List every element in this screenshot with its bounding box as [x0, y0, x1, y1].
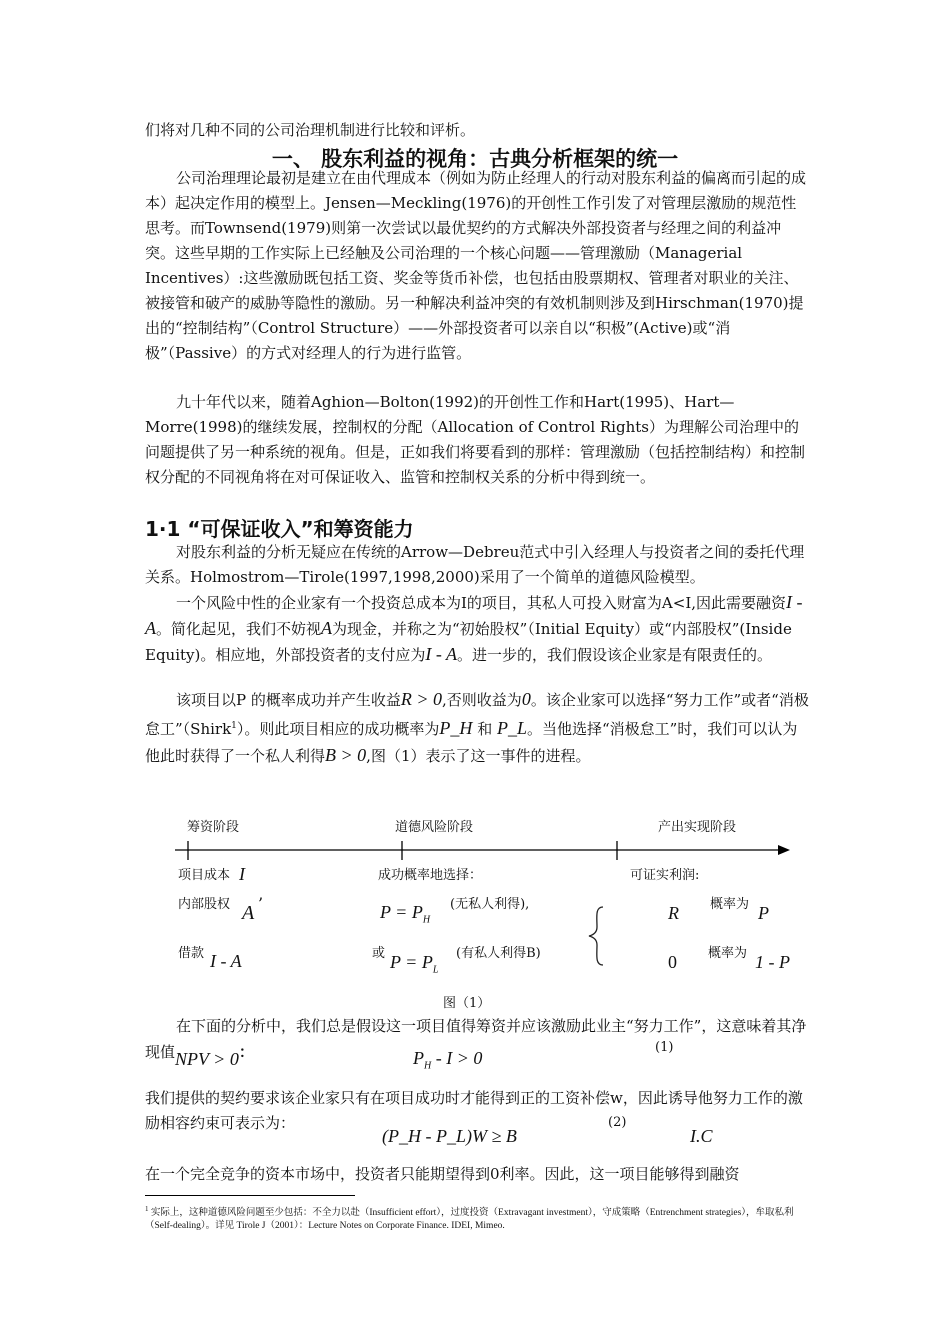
fig-math: R	[668, 903, 679, 923]
brace-icon	[585, 905, 611, 967]
fig-math: I	[239, 864, 245, 884]
ic-label: I.C	[690, 1126, 713, 1146]
equation-number: (1)	[655, 1040, 674, 1055]
fig-text: 借款	[178, 946, 205, 961]
fig-text: 概率为	[710, 897, 750, 912]
fig-math: P	[758, 903, 769, 923]
section-title: 一、 股东利益的视角：古典分析框架的统一	[271, 147, 679, 171]
intro-line: 们将对几种不同的公司治理机制进行比较和评析。	[145, 121, 476, 139]
fig-math: I - A	[210, 951, 242, 971]
paragraph-4: 一个风险中性的企业家有一个投资总成本为I的项目，其私人可投入财富为A<I,因此需要融资I - A。简化起见，我们不妨视A为现金，并称之为“初始股权”（Initial Equity）或“内部股权”(Inside Equity)。相应地，外部投资者的支付应为I - A。进一步的，我们假设该企业家是有限责任的。	[145, 592, 803, 664]
footnote-rule	[145, 1195, 355, 1196]
figure-caption: 图（1）	[443, 996, 491, 1011]
fig-text: 或	[372, 946, 386, 961]
equation-1: $P_H - I > 0$	[413, 1048, 483, 1072]
paragraph-8: 在一个完全竞争的资本市场中，投资者只能期望得到0利率。因此，这一项目能够得到融资	[145, 1165, 740, 1183]
stage-label: 道德风险阶段	[395, 820, 474, 835]
paragraph-5: 该项目以P 的概率成功并产生收益R > 0,否则收益为0。该企业家可以选择“努力工作”或者“消极怠工”（Shirk$^1$）。则此项目相应的成功概率为P_H 和 P_L。当他选择“消极怠工”时，我们可以认为他此时获得了一个私人利得B > 0,图（1）表示了这一事件的进程。	[145, 689, 809, 765]
stage-label: 产出实现阶段	[658, 820, 737, 835]
equation-number: (2)	[608, 1115, 627, 1130]
fig-text: 概率为	[708, 946, 748, 961]
fig-math: $P = P_L$	[390, 952, 439, 976]
stage-label: 筹资阶段	[187, 820, 240, 835]
paragraph-6: 在下面的分析中，我们总是假设这一项目值得筹资并应该激励此业主“努力工作”，这意味着其净现值NPV > 0：	[145, 1017, 807, 1069]
fig-text: 项目成本	[178, 868, 231, 883]
paragraph-2: 九十年代以来，随着Aghion—Bolton(1992)的开创性工作和Hart(1995)、Hart—Morre(1998)的继续发展，控制权的分配（Allocation of Control Rights）为理解公司治理中的问题提供了另一种系统的视角。但是，正如我们将要看到的那样：管理激励（包括控制结构）和控制权分配的不同视角将在对可保证收入、监管和控制权关系的分析中得到统一。	[145, 393, 806, 486]
paragraph-3: 对股东利益的分析无疑应在传统的Arrow—Debreu范式中引入经理人与投资者之间的委托代理关系。Holmostrom—Tirole(1997,1998,2000)采用了一个简单的道德风险模型。	[145, 543, 805, 586]
fig-text: 可证实利润:	[630, 868, 700, 883]
fig-text: (有私人利得B)	[456, 946, 541, 961]
footnote: $^1$ 实际上，这种道德风险问题至少包括：不全力以赴（Insufficient effort），过度投资（Extravagant investment），守成策略（Entrenchment strategies），牟取私利（Self-dealing）。详见 Tirole J（2001）：Lecture Notes on Corporate Finance. IDEI, Mimeo.	[145, 1205, 794, 1232]
fig-math: 0	[668, 952, 677, 972]
subsection-title: 1·1 “可保证收入”和筹资能力	[145, 517, 414, 541]
fig-text: (无私人利得),	[450, 897, 530, 912]
timeline-axis	[170, 838, 800, 868]
fig-text: 成功概率地选择：	[378, 868, 483, 883]
fig-math: 1 - P	[755, 952, 790, 972]
fig-math: $P = P_H$	[380, 902, 431, 926]
fig-math: A	[242, 902, 255, 924]
paragraph-1: 公司治理理论最初是建立在由代理成本（例如为防止经理人的行动对股东利益的偏离而引起的成本）起决定作用的模型上。Jensen—Meckling(1976)的开创性工作引发了对管理层激励的规范性思考。而Townsend(1979)则第一次尝试以最优契约的方式解决外部投资者与经理之间的利益冲突。这些早期的工作实际上已经触及公司治理的一个核心问题——管理激励（Managerial Incentives）:这些激励既包括工资、奖金等货币补偿，也包括由股票期权、管理者对职业的关注、被接管和破产的威胁等隐性的激励。另一种解决利益冲突的有效机制则涉及到Hirschman(1970)提出的“控制结构”（Control Structure）——外部投资者可以亲自以“积极”(Active)或“消极”（Passive）的方式对经理人的行为进行监管。	[145, 169, 807, 362]
fig-text: 内部股权	[178, 897, 231, 912]
paragraph-7: 我们提供的契约要求该企业家只有在项目成功时才能得到正的工资补偿w，因此诱导他努力工作的激励相容约束可表示为：	[145, 1089, 803, 1132]
equation-2: (P_H - P_L)W ≥ B	[382, 1126, 517, 1146]
fig-text: ’	[258, 894, 264, 913]
